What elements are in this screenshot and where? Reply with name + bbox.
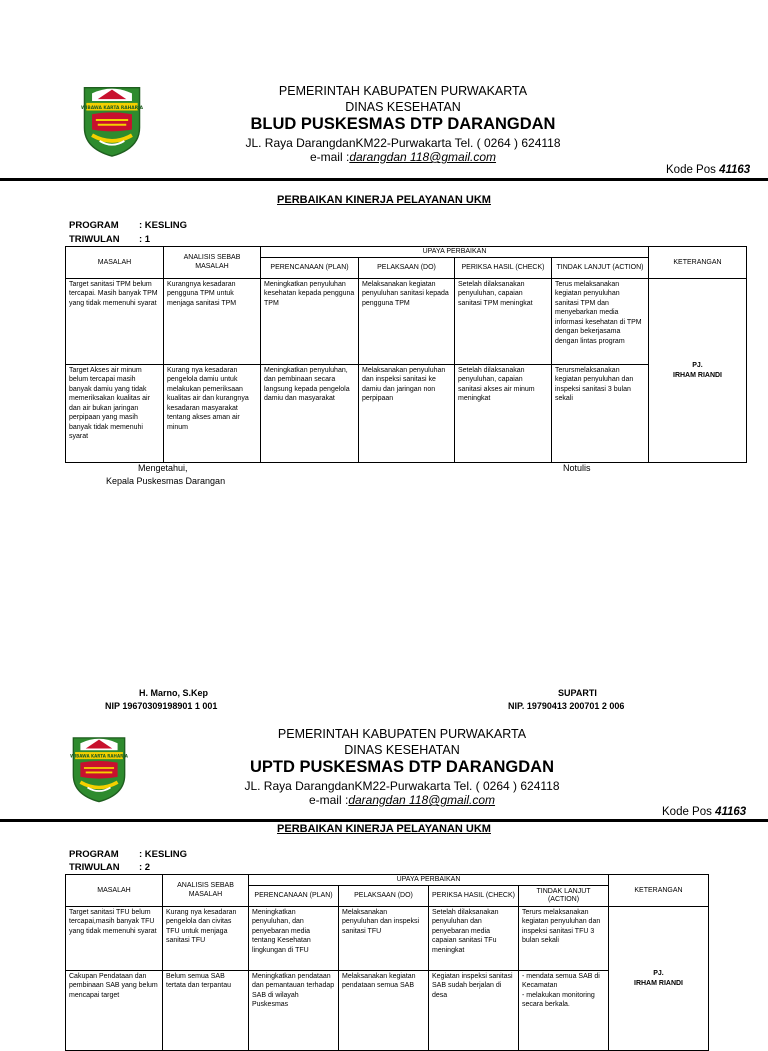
pj-name: IRHAM RIANDI xyxy=(673,371,722,379)
program-line xyxy=(69,849,187,860)
institution-name: BLUD PUSKESMAS DTP DARANGDAN xyxy=(250,115,556,133)
cell-action: Terursmelaksanakan kegiatan penyuluhan dan inspeksi sanitasi 3 bulan sekali xyxy=(552,365,649,463)
letterhead-divider xyxy=(0,178,768,181)
cell-check: Setelah dilaksanakan penyuluhan dan penyebaran media capaian sanitasi TFu meningkat xyxy=(429,907,519,971)
document-title: PERBAIKAN KINERJA PELAYANAN UKM xyxy=(277,823,491,835)
email-line xyxy=(36,793,768,807)
logo-motto: WIBAWA KARTA RAHARJA xyxy=(70,753,128,759)
program-line xyxy=(69,220,187,231)
col-analisis: ANALISIS SEBAB MASALAH xyxy=(163,875,249,907)
col-action: TINDAK LANJUT (ACTION) xyxy=(552,258,649,279)
cell-plan: Meningkatkan penyuluhan kesehatan kepada pengguna TPM xyxy=(261,279,359,365)
postal-label: Kode Pos xyxy=(666,164,720,176)
improvement-table xyxy=(65,246,747,463)
col-keterangan: KETERANGAN xyxy=(649,247,747,279)
col-upaya: UPAYA PERBAIKAN xyxy=(249,875,609,886)
institution-address: JL. Raya DarangdanKM22-Purwakarta Tel. ( 0264 ) 624118 xyxy=(244,779,560,793)
improvement-table xyxy=(65,874,709,1051)
postal-code xyxy=(662,806,746,818)
department-name: DINAS KESEHATAN xyxy=(345,100,461,114)
cell-do: Melaksanakan kegiatan pendataan semua SAB xyxy=(339,971,429,1051)
email-label: e-mail : xyxy=(309,150,350,164)
cell-action: Terurs melaksanakan kegiatan penyuluhan dan inspeksi sanitasi TFU 3 bulan sekali xyxy=(519,907,609,971)
quarter-label: TRIWULAN xyxy=(69,234,120,245)
table-row xyxy=(66,907,709,971)
cell-do: Melaksanakan penyuluhan dan inspeksi sanitasi TFU xyxy=(339,907,429,971)
cell-check: Setelah dilaksanakan penyuluhan, capaian sanitasi akses air minum meningkat xyxy=(455,365,552,463)
postal-value: 41163 xyxy=(719,164,751,176)
col-upaya: UPAYA PERBAIKAN xyxy=(261,247,649,258)
col-action: TINDAK LANJUT (ACTION) xyxy=(519,886,609,907)
head-title: Kepala Puskesmas Darangan xyxy=(106,476,226,486)
cell-check: Setelah dilaksanakan penyuluhan, capaian sanitasi TPM meningkat xyxy=(455,279,552,365)
program-value: : KESLING xyxy=(139,849,188,860)
program-label: PROGRAM xyxy=(69,220,119,231)
letterhead xyxy=(0,84,768,164)
cell-masalah: Target Akses air minum belum tercapai masih banyak damiu yang tidak memeriksakan kualitas air dan air bukan jaringan perpipaan yang masih banyak tidak memenuhi syarat xyxy=(66,365,164,463)
letterhead-divider xyxy=(0,819,768,822)
table-row xyxy=(66,365,747,463)
program-value: : KESLING xyxy=(139,220,188,231)
col-plan: PERENCANAAN (PLAN) xyxy=(249,886,339,907)
cell-plan: Meningkatkan penyuluhan, dan pembinaan secara langsung kepada pengelola damiu dan masyarakat xyxy=(261,365,359,463)
quarter-line xyxy=(69,234,150,245)
notulis-signatory-name: SUPARTI xyxy=(558,688,597,698)
cell-plan: Meningkatkan penyuluhan, dan penyebaran media tentang Kesehatan lingkungan di TFU xyxy=(249,907,339,971)
government-name: PEMERINTAH KABUPATEN PURWAKARTA xyxy=(278,84,528,98)
pj-label: PJ. xyxy=(692,362,703,370)
cell-action: - mendata semua SAB di Kecamatan - melakukan monitoring secara berkala. xyxy=(519,971,609,1051)
cell-check: Kegiatan inspeksi sanitasi SAB sudah berjalan di desa xyxy=(429,971,519,1051)
cell-action: Terus melaksanakan kegiatan penyuluhan sanitasi TPM dan menyebarkan media informasi kesehatan di TPM dengan bekerjasama dengan lintas program xyxy=(552,279,649,365)
quarter-line xyxy=(69,862,150,873)
col-masalah: MASALAH xyxy=(66,875,163,907)
quarter-value: : 1 xyxy=(139,234,151,245)
email-link[interactable]: darangdan 118@gmail.com xyxy=(348,793,496,807)
cell-analisis: Kurang nya kesadaran pengelola damiu untuk melakukan pemeriksaan kualitas air dan kurangnya kesadaran masyarakat tentang akses aman air minum xyxy=(164,365,261,463)
logo-motto: WIBAWA KARTA RAHARJA xyxy=(81,105,143,111)
col-check: PERIKSA HASIL (CHECK) xyxy=(455,258,552,279)
letterhead xyxy=(0,727,768,807)
cell-analisis: Belum semua SAB tertata dan terpantau xyxy=(163,971,249,1051)
cell-plan: Meningkatkan pendataan dan pemantauan terhadap SAB di wilayah Puskesmas xyxy=(249,971,339,1051)
col-check: PERIKSA HASIL (CHECK) xyxy=(429,886,519,907)
program-label: PROGRAM xyxy=(69,849,119,860)
government-name: PEMERINTAH KABUPATEN PURWAKARTA xyxy=(277,727,527,741)
cell-keterangan xyxy=(649,279,747,463)
department-name: DINAS KESEHATAN xyxy=(344,743,460,757)
col-do: PELAKSAAN (DO) xyxy=(359,258,455,279)
pj-label: PJ. xyxy=(653,970,664,978)
document-title: PERBAIKAN KINERJA PELAYANAN UKM xyxy=(277,194,491,206)
email-label: e-mail : xyxy=(308,793,349,807)
institution-name: UPTD PUSKESMAS DTP DARANGDAN xyxy=(249,758,555,776)
table-row xyxy=(66,279,747,365)
cell-analisis: Kurang nya kesadaran pengelola dan civitas TFU untuk menjaga sanitasi TFU xyxy=(163,907,249,971)
cell-analisis: Kurangnya kesadaran pengguna TPM untuk menjaga sanitasi TPM xyxy=(164,279,261,365)
postal-code xyxy=(666,164,750,176)
col-plan: PERENCANAAN (PLAN) xyxy=(261,258,359,279)
postal-label: Kode Pos xyxy=(662,806,716,818)
head-signatory-name: H. Marno, S.Kep xyxy=(139,688,209,698)
notulis-signatory-nip: NIP. 19790413 200701 2 006 xyxy=(508,701,625,711)
cell-keterangan xyxy=(609,907,709,1051)
quarter-label: TRIWULAN xyxy=(69,862,120,873)
email-link[interactable]: darangdan 118@gmail.com xyxy=(349,150,497,164)
quarter-value: : 2 xyxy=(139,862,151,873)
email-line xyxy=(38,150,768,164)
cell-do: Melaksanakan kegiatan penyuluhan sanitasi kepada pengguna TPM xyxy=(359,279,455,365)
col-do: PELAKSAAN (DO) xyxy=(339,886,429,907)
pj-name: IRHAM RIANDI xyxy=(634,979,683,987)
cell-masalah: Target sanitasi TPM belum tercapai. Masih banyak TPM yang tidak memenuhi syarat xyxy=(66,279,164,365)
notulis-label: Notulis xyxy=(563,463,591,473)
head-signatory-nip: NIP 19670309198901 1 001 xyxy=(105,701,218,711)
col-masalah: MASALAH xyxy=(66,247,164,279)
cell-masalah: Cakupan Pendataan dan pembinaan SAB yang belum mencapai target xyxy=(66,971,163,1051)
acknowledged-label: Mengetahui, xyxy=(138,463,188,473)
cell-do: Melaksanakan penyuluhan dan inspeksi sanitasi ke damiu dan jaringan non perpipaan xyxy=(359,365,455,463)
col-keterangan: KETERANGAN xyxy=(609,875,709,907)
postal-value: 41163 xyxy=(715,806,747,818)
institution-address: JL. Raya DarangdanKM22-Purwakarta Tel. ( 0264 ) 624118 xyxy=(245,136,561,150)
col-analisis: ANALISIS SEBAB MASALAH xyxy=(164,247,261,279)
cell-masalah: Target sanitasi TFU belum tercapai,masih banyak TFU yang tidak memenuhi syarat xyxy=(66,907,163,971)
